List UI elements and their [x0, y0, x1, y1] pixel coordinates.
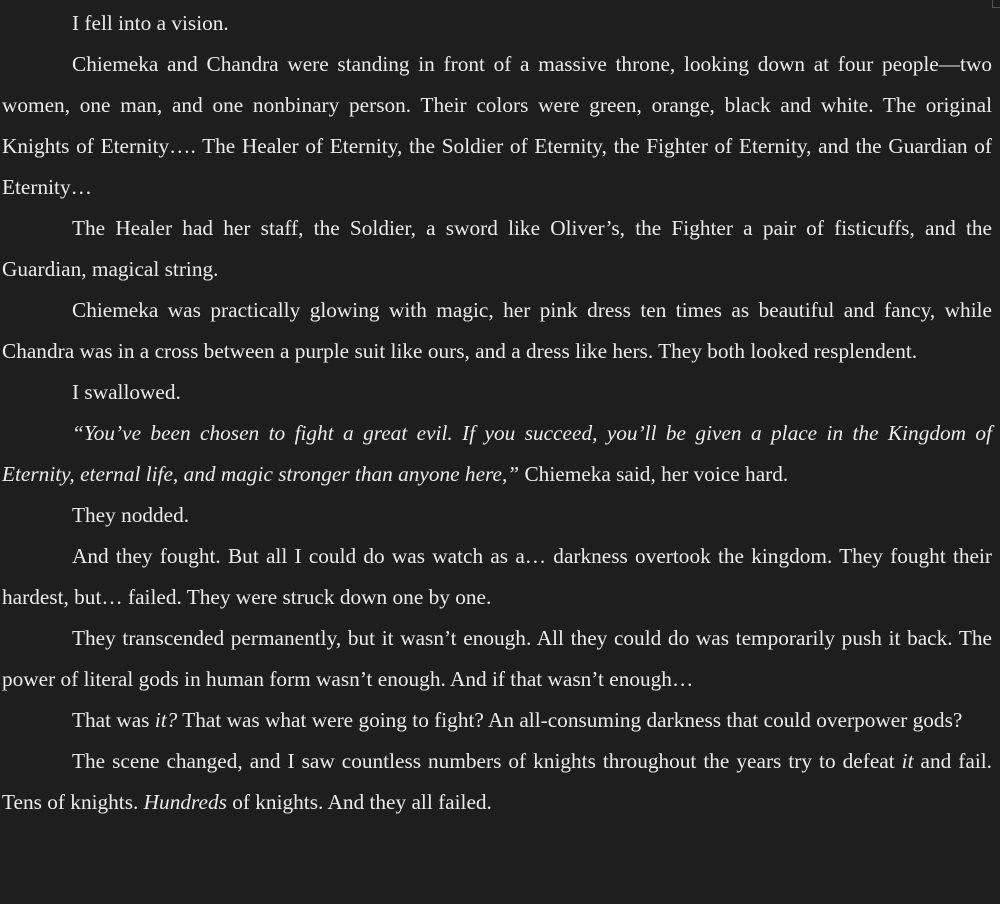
- paragraph-10: [2, 700, 992, 741]
- window-corner-handle: [992, 0, 1000, 8]
- paragraph-6: [2, 413, 992, 495]
- text-segment: The scene changed, and I saw countless numbers of knights throughout the years try to defeat: [72, 749, 902, 773]
- paragraph-5: [2, 372, 992, 413]
- italic-emphasis: it?: [154, 708, 178, 732]
- italic-emphasis: Hundreds: [143, 790, 227, 814]
- text-segment: Chiemeka was practically glowing with magic, her pink dress ten times as beautiful and fancy, while Chandra was in a cross between a purple suit like ours, and a dress like hers. They both looked resplendent.: [2, 298, 992, 363]
- paragraph-11: [2, 741, 992, 823]
- paragraph-9: [2, 618, 992, 700]
- text-segment: They nodded.: [72, 503, 190, 527]
- text-segment: They transcended permanently, but it wasn’t enough. All they could do was temporarily push it back. The power of literal gods in human form wasn’t enough. And if that wasn’t enough…: [2, 626, 992, 691]
- text-segment: The Healer had her staff, the Soldier, a sword like Oliver’s, the Fighter a pair of fisticuffs, and the Guardian, magical string.: [2, 216, 992, 281]
- paragraph-1: [2, 3, 992, 44]
- paragraph-3: [2, 208, 992, 290]
- paragraph-2: [2, 44, 992, 208]
- text-segment: Chiemeka and Chandra were standing in front of a massive throne, looking down at four people—two women, one man, and one nonbinary person. Their colors were green, orange, black and white. The original Knights of Eternity…. The Healer of Eternity, the Soldier of Eternity, the Fighter of Eternity, and the Guardian of Eternity…: [2, 52, 992, 199]
- text-segment: And they fought. But all I could do was watch as a… darkness overtook the kingdom. They fought their hardest, but… failed. They were struck down one by one.: [2, 544, 992, 609]
- italic-emphasis: it: [901, 749, 914, 773]
- text-segment: of knights. And they all failed.: [226, 790, 492, 814]
- text-segment: I fell into a vision.: [72, 11, 229, 35]
- paragraph-7: [2, 495, 992, 536]
- text-segment: That was what were going to fight? An all-consuming darkness that could overpower gods?: [177, 708, 963, 732]
- paragraph-8: [2, 536, 992, 618]
- italic-dialogue: “You’ve been chosen to fight a great evil. If you succeed, you’ll be given a place in the Kingdom of Eternity, eternal life, and magic stronger than anyone here,”: [2, 421, 992, 486]
- text-segment: and fail. Tens of knights.: [2, 749, 992, 814]
- paragraph-4: [2, 290, 992, 372]
- document-body: [2, 3, 992, 823]
- text-segment: That was: [72, 708, 155, 732]
- text-segment: I swallowed.: [72, 380, 181, 404]
- text-segment: Chiemeka said, her voice hard.: [519, 462, 789, 486]
